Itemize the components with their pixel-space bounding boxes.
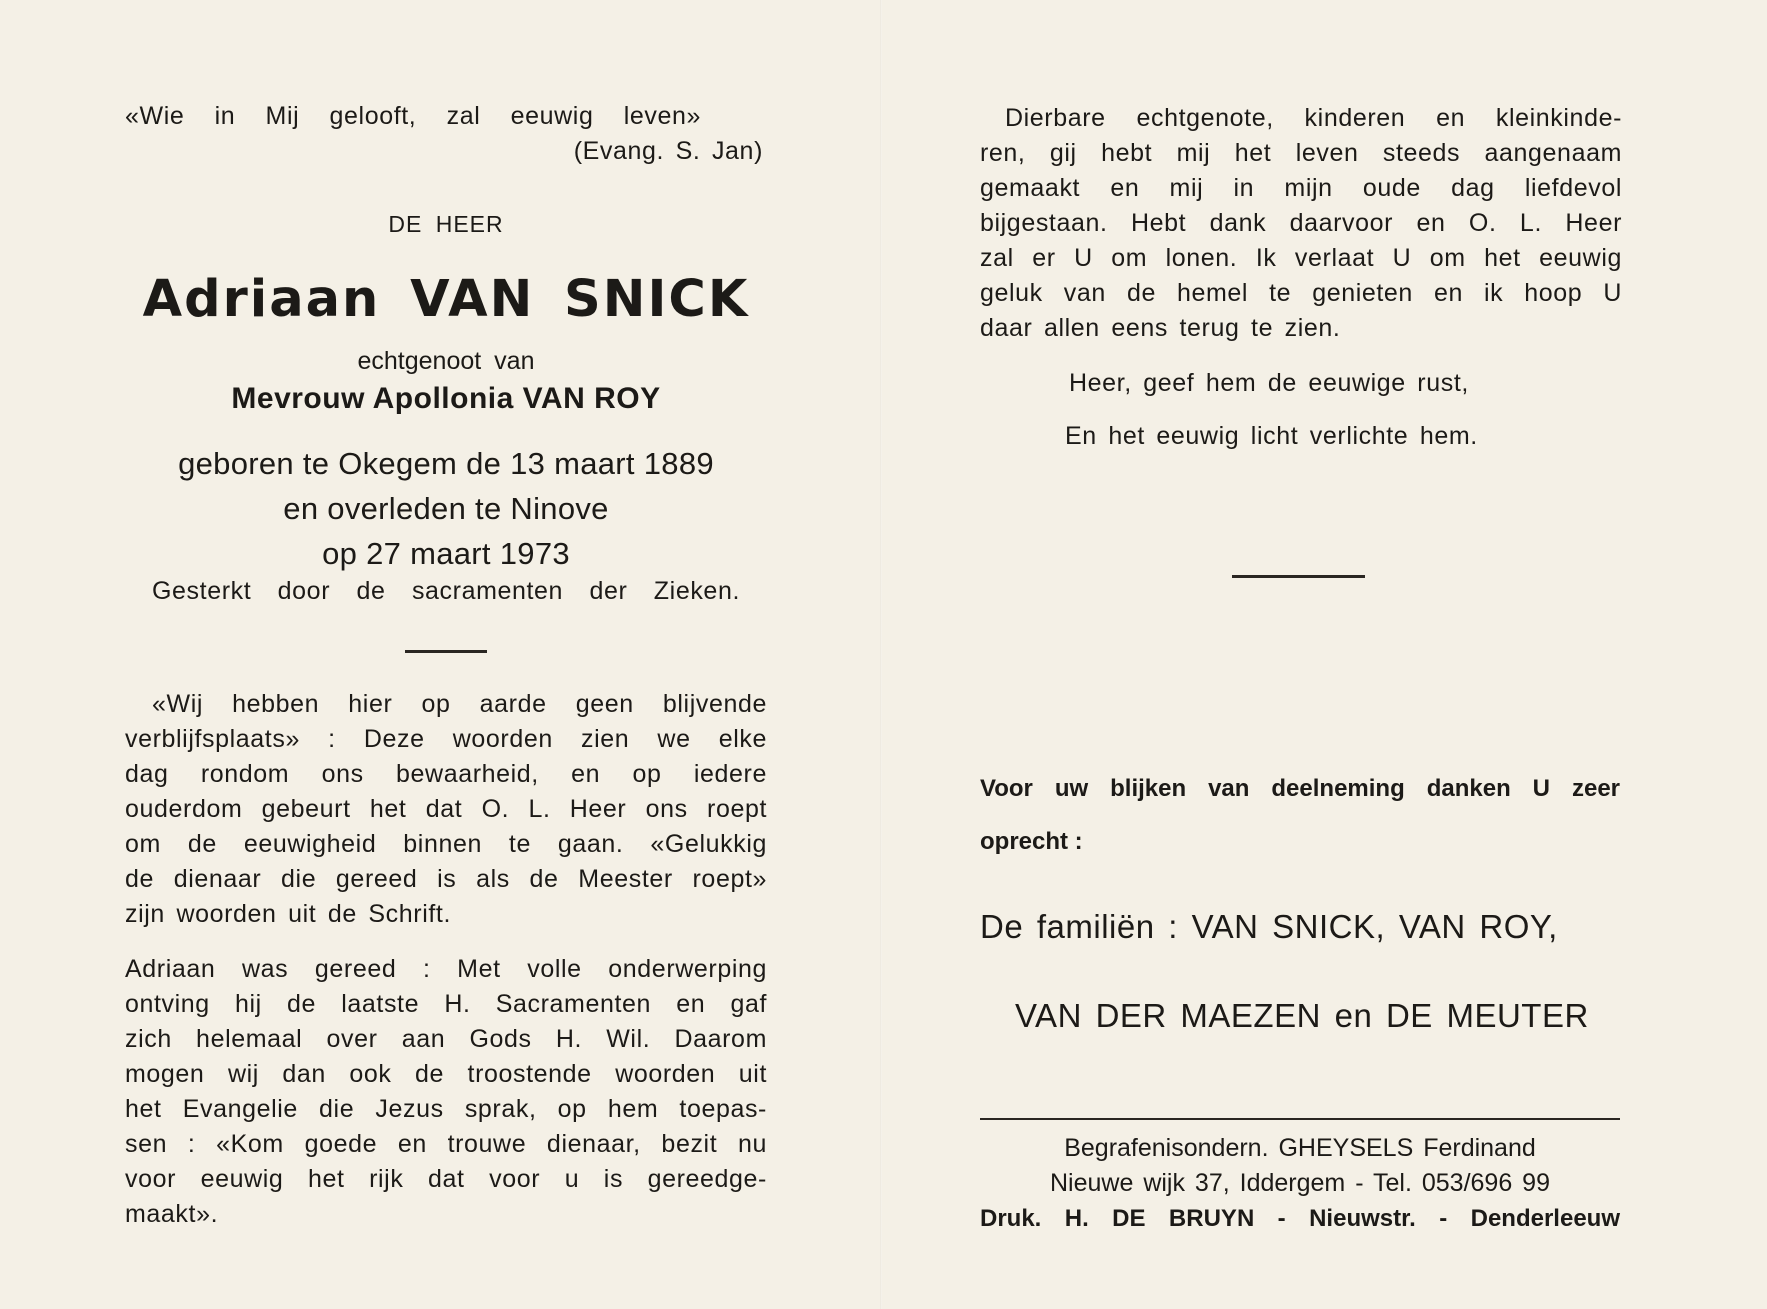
- address-line: Nieuwe wijk 37, Iddergem - Tel. 053/696 99: [1050, 1169, 1550, 1197]
- paragraph2-line: maakt».: [125, 1200, 219, 1228]
- undertaker-line: Begrafenisondern. GHEYSELS Ferdinand: [1064, 1134, 1536, 1162]
- farewell-line: daar allen eens terug te zien.: [980, 314, 1341, 342]
- paragraph1-line: dag rondom ons bewaarheid, en op iedere: [125, 760, 767, 788]
- farewell-line: gemaakt en mij in mijn oude dag liefdevol: [980, 174, 1622, 202]
- paragraph1-line: om de eeuwigheid binnen te gaan. «Gelukkig: [125, 830, 767, 858]
- paragraph1-line: «Wij hebben hier op aarde geen blijvende: [152, 690, 767, 718]
- farewell-line: bijgestaan. Hebt dank daarvoor en O. L. Heer: [980, 209, 1622, 237]
- deceased-name: Adriaan VAN SNICK: [142, 270, 750, 329]
- paragraph2-line: zich helemaal over aan Gods H. Wil. Daarom: [125, 1025, 767, 1053]
- paragraph2-line: Adriaan was gereed : Met volle onderwerping: [125, 955, 767, 983]
- left-divider: [405, 650, 487, 653]
- epigraph-quote: «Wie in Mij gelooft, zal eeuwig leven»: [125, 102, 701, 130]
- paragraph1-line: verblijfsplaats» : Deze woorden zien we elke: [125, 725, 767, 753]
- prayer-line: Heer, geef hem de eeuwige rust,: [1069, 369, 1469, 397]
- farewell-line: ren, gij hebt mij het leven steeds aangenaam: [980, 139, 1622, 167]
- paragraph2-line: mogen wij dan ook de troostende woorden uit: [125, 1060, 767, 1088]
- paragraph1-line: zijn woorden uit de Schrift.: [125, 900, 452, 928]
- thanks-line: oprecht :: [980, 828, 1083, 855]
- epigraph-source: (Evang. S. Jan): [573, 137, 763, 165]
- farewell-line: zal er U om lonen. Ik verlaat U om het eeuwig: [980, 244, 1622, 272]
- spouse-name: Mevrouw Apollonia VAN ROY: [231, 382, 661, 415]
- paragraph2-line: ontving hij de laatste H. Sacramenten en gaf: [125, 990, 767, 1018]
- families-line: VAN DER MAEZEN en DE MEUTER: [1015, 997, 1589, 1034]
- center-fold: [880, 0, 882, 1309]
- right-divider: [1232, 575, 1365, 578]
- spouse-intro: echtgenoot van: [357, 347, 535, 375]
- farewell-line: geluk van de hemel te genieten en ik hoop U: [980, 279, 1622, 307]
- printer-line: Druk. H. DE BRUYN - Nieuwstr. - Denderleeuw: [980, 1205, 1620, 1232]
- families-line: De familiën : VAN SNICK, VAN ROY,: [980, 908, 1558, 945]
- paragraph2-line: sen : «Kom goede en trouwe dienaar, bezit nu: [125, 1130, 767, 1158]
- life-line-death: en overleden te Ninove: [283, 491, 609, 526]
- life-line-date: op 27 maart 1973: [322, 536, 570, 571]
- honorific: DE HEER: [388, 211, 504, 237]
- sacraments-line: Gesterkt door de sacramenten der Zieken.: [152, 577, 740, 605]
- paragraph1-line: de dienaar die gereed is als de Meester roept»: [125, 865, 767, 893]
- paragraph1-line: ouderdom gebeurt het dat O. L. Heer ons roept: [125, 795, 767, 823]
- life-line-birth: geboren te Okegem de 13 maart 1889: [178, 446, 714, 481]
- paragraph2-line: voor eeuwig het rijk dat voor u is gereedge-: [125, 1165, 767, 1193]
- footer-divider: [980, 1118, 1620, 1120]
- prayer-line: En het eeuwig licht verlichte hem.: [1065, 422, 1478, 450]
- farewell-line: Dierbare echtgenote, kinderen en kleinkinde-: [1005, 104, 1622, 132]
- paragraph2-line: het Evangelie die Jezus sprak, op hem toepas-: [125, 1095, 767, 1123]
- thanks-line: Voor uw blijken van deelneming danken U zeer: [980, 775, 1620, 802]
